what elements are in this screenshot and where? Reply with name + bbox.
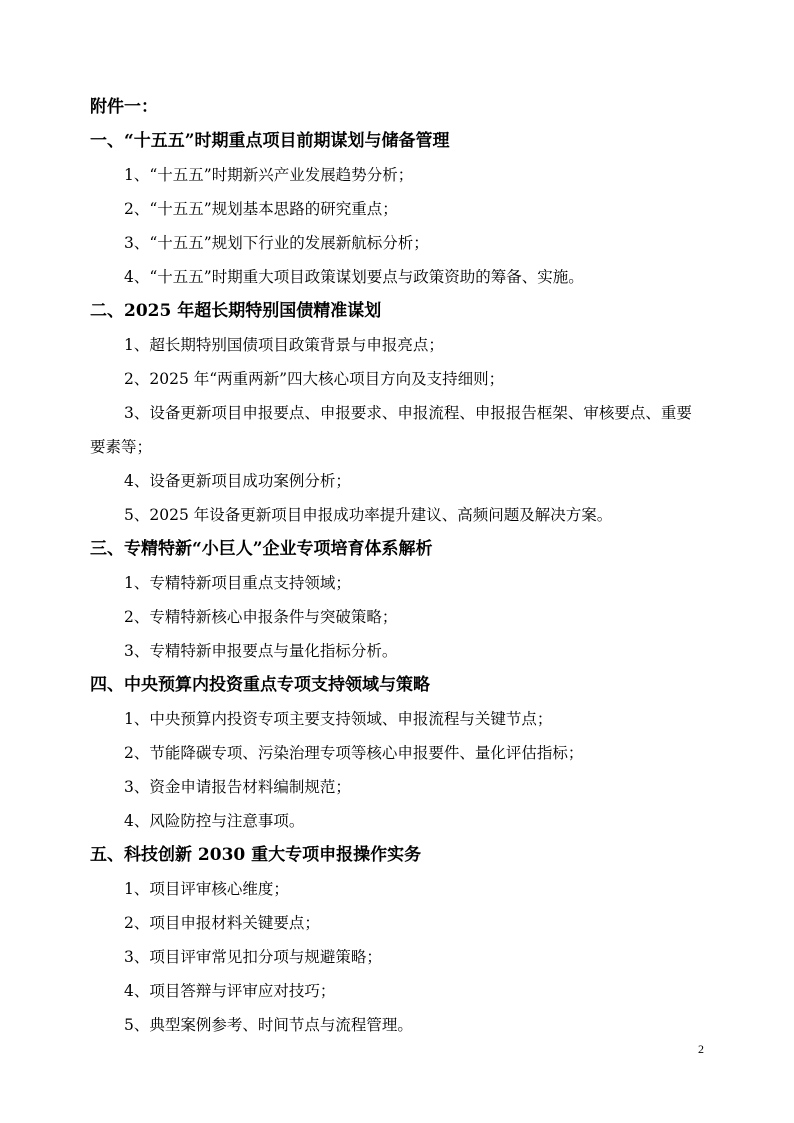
document-body <box>90 90 707 1042</box>
section-5-item-3: 3、项目评审常见扣分项与规避策略； <box>124 948 382 966</box>
section-4-item-1: 1、中央预算内投资专项主要支持领域、申报流程与关键节点； <box>124 710 553 728</box>
section-2-item-1: 1、超长期特别国债项目政策背景与申报亮点； <box>124 336 444 354</box>
section-5-item-5: 5、典型案例参考、时间节点与流程管理。 <box>124 1016 413 1034</box>
section-title-2: 二、2025 年超长期特别国债精准谋划 <box>90 301 382 321</box>
attachment-label: 附件一： <box>90 97 158 117</box>
page-number: 2 <box>698 1042 704 1056</box>
section-3-item-2: 2、专精特新核心申报条件与突破策略； <box>124 608 398 626</box>
section-3-item-1: 1、专精特新项目重点支持领域； <box>124 574 351 592</box>
section-3-item-3: 3、专精特新申报要点与量化指标分析。 <box>124 642 398 660</box>
section-title-5: 五、科技创新 2030 重大专项申报操作实务 <box>90 845 422 865</box>
section-title-4: 四、中央预算内投资重点专项支持领域与策略 <box>90 675 430 695</box>
section-title-3: 三、专精特新“小巨人”企业专项培育体系解析 <box>90 539 433 559</box>
section-1-item-4: 4、“十五五”时期重大项目政策谋划要点与政策资助的筹备、实施。 <box>124 268 584 286</box>
section-2-item-5: 5、2025 年设备更新项目申报成功率提升建议、高频问题及解决方案。 <box>124 506 613 524</box>
section-2-item-3: 3、设备更新项目申报要点、申报要求、申报流程、申报报告框架、审核要点、重要要素等； <box>90 404 692 456</box>
section-2-item-2: 2、2025 年“两重两新”四大核心项目方向及支持细则； <box>124 370 505 388</box>
section-4-item-4: 4、风险防控与注意事项。 <box>124 812 305 830</box>
section-1-item-2: 2、“十五五”规划基本思路的研究重点； <box>124 200 398 218</box>
section-4-item-2: 2、节能降碳专项、污染治理专项等核心申报要件、量化评估指标； <box>124 744 584 762</box>
section-4-item-3: 3、资金申请报告材料编制规范； <box>124 778 351 796</box>
section-2-item-4: 4、设备更新项目成功案例分析； <box>124 472 351 490</box>
section-1-item-3: 3、“十五五”规划下行业的发展新航标分析； <box>124 234 429 252</box>
section-5-item-2: 2、项目申报材料关键要点； <box>124 914 320 932</box>
section-title-1: 一、“十五五”时期重点项目前期谋划与储备管理 <box>90 131 450 151</box>
section-5-item-4: 4、项目答辩与评审应对技巧； <box>124 982 336 1000</box>
section-1-item-1: 1、“十五五”时期新兴产业发展趋势分析； <box>124 166 414 184</box>
section-5-item-1: 1、项目评审核心维度； <box>124 880 289 898</box>
